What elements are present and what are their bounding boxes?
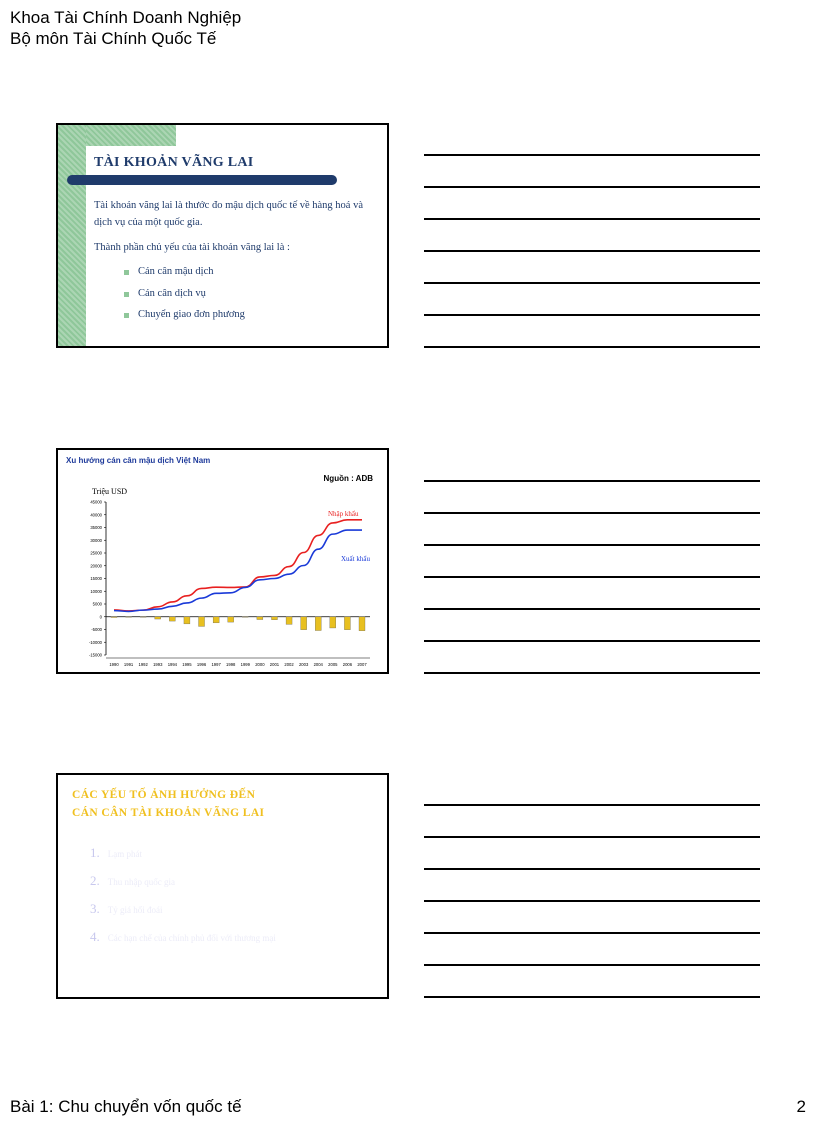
note-line xyxy=(424,996,760,998)
slide-title-line-2: CÁN CÂN TÀI KHOẢN VÃNG LAI xyxy=(72,807,265,819)
note-line xyxy=(424,672,760,674)
chart-title: Xu hướng cán cân mậu dịch Việt Nam xyxy=(66,456,211,465)
y-tick-label: -15000 xyxy=(88,652,102,658)
slide-decoration-bar xyxy=(58,125,86,346)
x-tick-label: 2004 xyxy=(313,662,323,667)
balance-bar xyxy=(199,617,205,627)
x-tick-label: 1995 xyxy=(182,662,192,667)
balance-bar xyxy=(242,617,248,618)
y-tick-label: 20000 xyxy=(90,563,102,569)
note-line xyxy=(424,932,760,934)
header-line-2: Bộ môn Tài Chính Quốc Tế xyxy=(10,29,217,48)
x-tick-label: 1996 xyxy=(196,662,207,667)
bullet-icon xyxy=(124,270,129,275)
note-line xyxy=(424,964,760,966)
balance-bar xyxy=(140,617,146,618)
list-item: 4. Các hạn chế của chính phủ đối với thương mại xyxy=(90,929,276,944)
list-item: 3. Tỷ giá hối đoái xyxy=(90,901,163,916)
page-number: 2 xyxy=(796,1097,806,1116)
note-line xyxy=(424,250,760,252)
balance-bar xyxy=(155,617,161,619)
series-line-export xyxy=(114,530,362,611)
list-item: 2. Thu nhập quốc gia xyxy=(90,873,175,888)
y-tick-label: 15000 xyxy=(90,576,102,581)
y-tick-label: 30000 xyxy=(90,537,102,543)
bullet-icon xyxy=(124,313,129,318)
x-tick-label: 2006 xyxy=(342,662,353,667)
note-line xyxy=(424,480,760,482)
footer-title: Bài 1: Chu chuyển vốn quốc tế xyxy=(10,1097,242,1116)
note-line xyxy=(424,836,760,838)
x-tick-label: 1990 xyxy=(109,662,119,667)
chart-canvas xyxy=(58,450,389,674)
note-line xyxy=(424,512,760,514)
x-tick-label: 2005 xyxy=(328,662,338,667)
y-axis-label: Triệu USD xyxy=(92,487,128,496)
balance-bar xyxy=(169,617,175,621)
bullet-item: Cán cân mậu dịch xyxy=(138,266,214,277)
x-tick-label: 1991 xyxy=(123,662,134,667)
y-tick-label: 5000 xyxy=(92,601,102,607)
y-tick-label: 45000 xyxy=(90,499,102,505)
bullet-item: Chuyển giao đơn phương xyxy=(138,309,245,320)
x-tick-label: 1993 xyxy=(153,662,163,667)
balance-bar xyxy=(257,617,263,620)
note-line xyxy=(424,218,760,220)
series-line-import xyxy=(114,520,362,611)
bullet-item: Cán cân dịch vụ xyxy=(138,288,206,299)
note-line xyxy=(424,346,760,348)
balance-bar xyxy=(301,617,307,630)
slide-paragraph-2: Thành phần chủ yếu của tài khoản vãng lai là : xyxy=(94,242,290,253)
balance-bar xyxy=(344,617,350,630)
legend-import: Nhập khẩu xyxy=(328,510,359,518)
x-tick-label: 2003 xyxy=(298,662,309,667)
x-tick-label: 1998 xyxy=(226,662,236,667)
balance-bar xyxy=(359,617,365,631)
y-tick-label: 10000 xyxy=(90,588,102,594)
balance-bar xyxy=(271,617,277,620)
header-line-1: Khoa Tài Chính Doanh Nghiệp xyxy=(10,8,242,27)
x-tick-label: 2001 xyxy=(269,662,280,667)
note-line xyxy=(424,804,760,806)
balance-bar xyxy=(213,617,219,623)
x-tick-label: 1994 xyxy=(167,662,178,667)
y-tick-label: 25000 xyxy=(90,550,102,556)
bullet-icon xyxy=(124,292,129,297)
note-line xyxy=(424,544,760,546)
balance-bar xyxy=(111,617,117,618)
title-underline-bar xyxy=(67,175,337,185)
y-tick-label: 35000 xyxy=(90,525,102,530)
y-tick-label: -10000 xyxy=(88,639,102,645)
slide-factors xyxy=(56,773,389,999)
balance-bar xyxy=(184,617,190,624)
balance-bar xyxy=(126,617,132,618)
x-tick-label: 1999 xyxy=(240,662,250,667)
note-line xyxy=(424,576,760,578)
balance-bar xyxy=(286,617,292,625)
x-tick-label: 1992 xyxy=(138,662,148,667)
slide-title: TÀI KHOẢN VÃNG LAI xyxy=(94,155,254,170)
x-tick-label: 2002 xyxy=(284,662,294,667)
note-line xyxy=(424,282,760,284)
x-tick-label: 2007 xyxy=(357,662,367,667)
legend-export: Xuất khẩu xyxy=(341,555,370,563)
balance-bar xyxy=(315,617,321,631)
x-tick-label: 2000 xyxy=(255,662,265,667)
y-tick-label: -5000 xyxy=(91,627,102,632)
list-item: 1. Lạm phát xyxy=(90,845,142,860)
y-tick-label: 0 xyxy=(99,614,102,620)
note-line xyxy=(424,154,760,156)
note-line xyxy=(424,186,760,188)
chart-source: Nguồn : ADB xyxy=(323,474,373,483)
note-line xyxy=(424,608,760,610)
balance-bar xyxy=(228,617,234,622)
slide-title-line-1: CÁC YẾU TỐ ẢNH HƯỞNG ĐẾN xyxy=(72,789,256,801)
note-line xyxy=(424,900,760,902)
y-tick-label: 40000 xyxy=(90,512,102,518)
slide-trade-balance-chart xyxy=(56,448,389,674)
note-line xyxy=(424,640,760,642)
slide-paragraph-1: Tài khoản vãng lai là thước đo mậu dịch quốc tế về hàng hoá và dịch vụ của một quốc gia. xyxy=(94,200,363,228)
note-line xyxy=(424,868,760,870)
x-tick-label: 1997 xyxy=(211,662,221,667)
balance-bar xyxy=(330,617,336,628)
slide-current-account xyxy=(56,123,389,348)
note-line xyxy=(424,314,760,316)
